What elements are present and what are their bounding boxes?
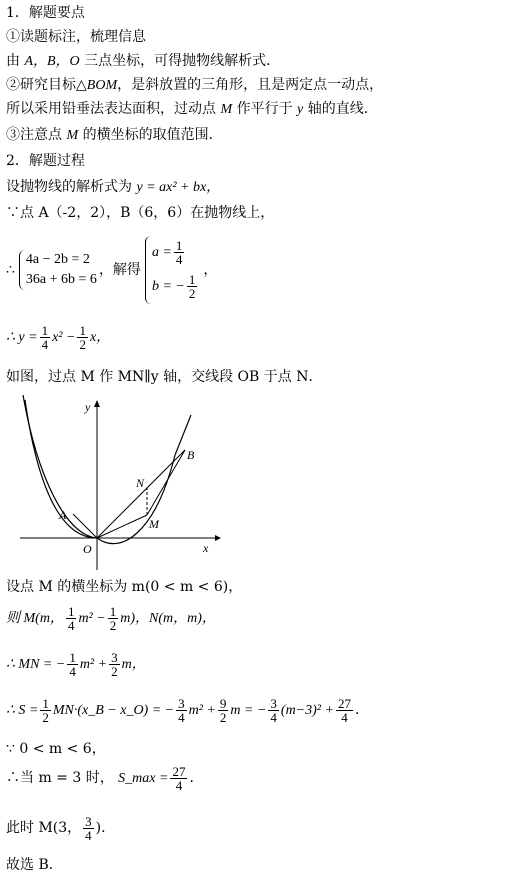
area-expression: ∴ S = $\frac{1}{2}$ MN·(x_B − x_O) = − $\frac{3}{4}$ m² + $\frac{9}{2}$ m = − $\frac{3}{4}$ (m−3)² + $\frac{27}{4}$ ． bbox=[6, 695, 369, 725]
equation-system-line: ∴ 4a − 2b = 2 36a + 6b = 6 ，解得 a = $\frac{1}{4}$ b = − $\frac{1}{2}$ ， bbox=[6, 230, 217, 310]
solution-line-6: 设点 M 的横坐标为 m(0 < m < 6)， bbox=[6, 579, 243, 595]
equation-system: 4a − 2b = 2 36a + 6b = 6 bbox=[19, 250, 97, 290]
solution-line-2: ∵点 A（-2，2），B（6，6）在抛物线上， bbox=[6, 205, 275, 221]
label-n: N bbox=[136, 476, 145, 490]
solution-line-1: 设抛物线的解析式为 y = ax² + bx， bbox=[6, 179, 221, 195]
section1-point2-detail: 所以采用铅垂法表达面积，过动点 M 作平行于 y 轴的直线． bbox=[6, 101, 378, 117]
label-y: y bbox=[85, 400, 91, 414]
x-axis-arrow bbox=[215, 535, 221, 541]
section1-title: 1．解题要点 bbox=[6, 5, 85, 21]
section1-point1-detail: 由 A，B，O 三点坐标，可得抛物线解析式． bbox=[6, 53, 281, 69]
y-axis-arrow bbox=[94, 400, 100, 407]
segment-OB bbox=[97, 450, 185, 538]
point-m-result: 此时 M(3， $\frac{3}{4}$ )． bbox=[6, 813, 116, 843]
label-a: A bbox=[59, 508, 67, 522]
final-answer: 故选 B． bbox=[6, 857, 63, 873]
solution-system: a = $\frac{1}{4}$ b = − $\frac{1}{2}$ bbox=[145, 236, 199, 304]
parabola-equation: ∴ y = $\frac{1}{4}$ x² − $\frac{1}{2}$ x， bbox=[6, 322, 111, 352]
parabola-curve bbox=[25, 400, 191, 544]
parabola-figure bbox=[15, 395, 225, 575]
point-m-coords: 则 M(m， $\frac{1}{4}$ m² − $\frac{1}{2}$ m)，N(m，m)， bbox=[6, 603, 216, 633]
section1-point3: ③注意点 M 的横坐标的取值范围． bbox=[6, 127, 223, 143]
mn-length: ∴ MN = − $\frac{1}{4}$ m² + $\frac{3}{2}$ m， bbox=[6, 649, 146, 679]
label-x: x bbox=[203, 541, 209, 555]
section1-point1: ①读题标注，梳理信息 bbox=[6, 29, 146, 45]
segment-OM bbox=[97, 515, 147, 538]
label-m: M bbox=[149, 517, 159, 531]
range-condition: ∵ 0 < m < 6， bbox=[6, 741, 106, 757]
label-o: O bbox=[83, 542, 92, 556]
solution-line-5: 如图，过点 M 作 MN∥y 轴，交线段 OB 于点 N． bbox=[6, 369, 323, 385]
label-b: B bbox=[187, 448, 195, 462]
section1-point2: ②研究目标△BOM，是斜放置的三角形，且是两定点一动点， bbox=[6, 77, 384, 93]
section2-title: 2．解题过程 bbox=[6, 153, 85, 169]
max-area-line: ∴当 m = 3 时， S_max = $\frac{27}{4}$ ． bbox=[6, 763, 204, 793]
